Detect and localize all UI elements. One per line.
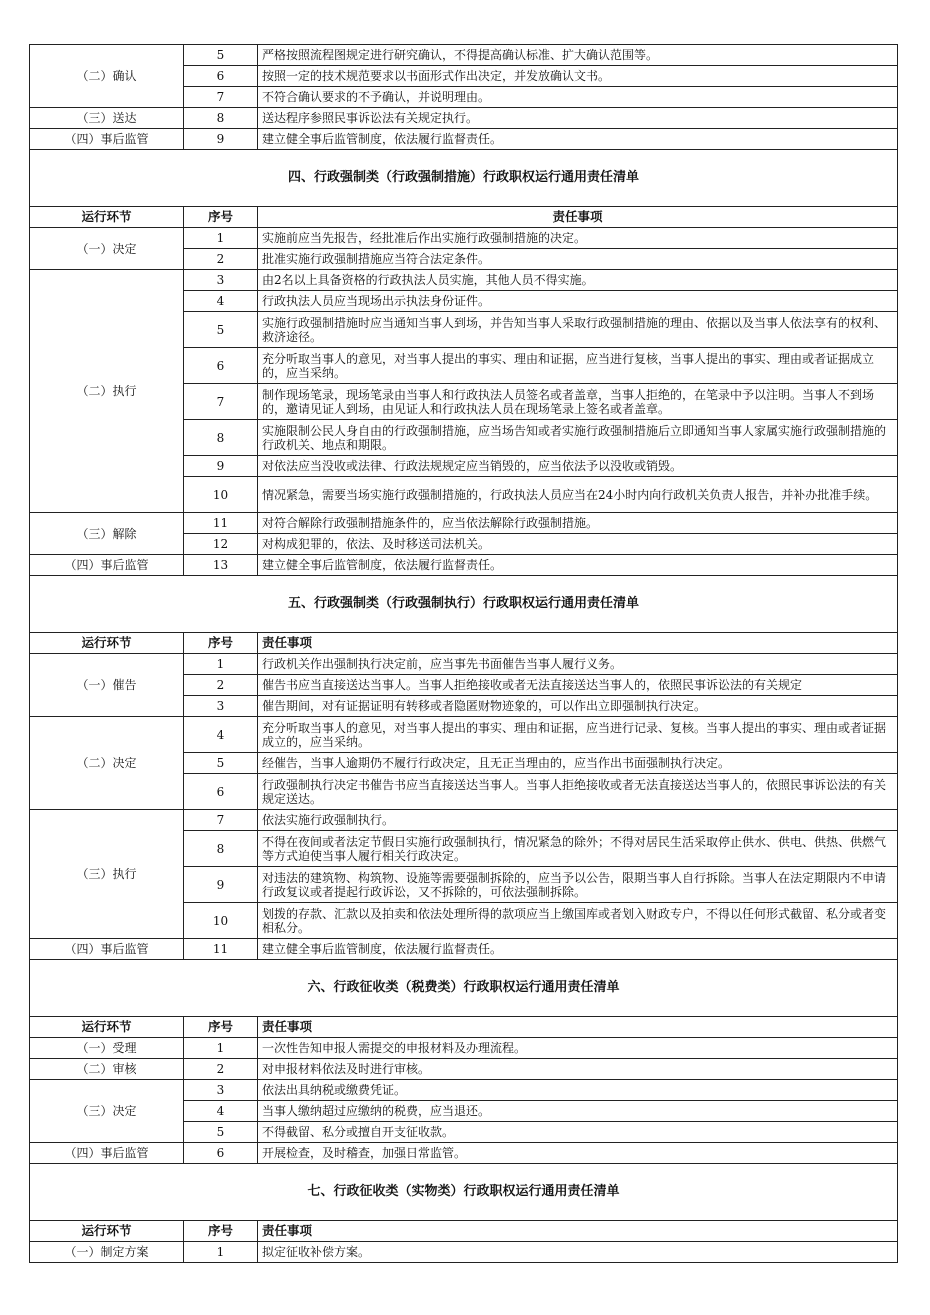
number-cell: 6 <box>184 348 258 384</box>
stage-cell: （一）催告 <box>30 654 184 717</box>
column-header-row <box>30 1017 898 1038</box>
duty-cell: 送达程序参照民事诉讼法有关规定执行。 <box>258 108 898 129</box>
section-title: 四、行政强制类（行政强制措施）行政职权运行通用责任清单 <box>30 150 898 207</box>
table-row <box>30 45 898 66</box>
duty-cell: 开展检查，及时稽查，加强日常监管。 <box>258 1143 898 1164</box>
duty-cell: 划拨的存款、汇款以及拍卖和依法处理所得的款项应当上缴国库或者划入财政专户，不得以任何形式截留、私分或者变相私分。 <box>258 903 898 939</box>
duty-cell: 实施限制公民人身自由的行政强制措施，应当场告知或者实施行政强制措施后立即通知当事人家属实施行政强制措施的行政机关、地点和期限。 <box>258 420 898 456</box>
section-title: 五、行政强制类（行政强制执行）行政职权运行通用责任清单 <box>30 576 898 633</box>
number-cell: 3 <box>184 696 258 717</box>
header-duty: 责任事项 <box>258 207 898 228</box>
duty-cell: 实施行政强制措施时应当通知当事人到场，并告知当事人采取行政强制措施的理由、依据以及当事人依法享有的权利、救济途径。 <box>258 312 898 348</box>
stage-cell: （一）受理 <box>30 1038 184 1059</box>
section-title-row <box>30 960 898 1017</box>
duty-cell: 行政执法人员应当现场出示执法身份证件。 <box>258 291 898 312</box>
number-cell: 13 <box>184 555 258 576</box>
duty-cell: 情况紧急，需要当场实施行政强制措施的，行政执法人员应当在24小时内向行政机关负责人报告，并补办批准手续。 <box>258 477 898 513</box>
number-cell: 9 <box>184 867 258 903</box>
duty-cell: 不得截留、私分或擅自开支征收款。 <box>258 1122 898 1143</box>
duty-cell: 由2名以上具备资格的行政执法人员实施，其他人员不得实施。 <box>258 270 898 291</box>
table-row <box>30 939 898 960</box>
table-row <box>30 1059 898 1080</box>
number-cell: 5 <box>184 45 258 66</box>
stage-cell: （三）执行 <box>30 810 184 939</box>
table-row <box>30 1080 898 1101</box>
number-cell: 8 <box>184 831 258 867</box>
table-row <box>30 1242 898 1263</box>
duty-cell: 建立健全事后监管制度，依法履行监督责任。 <box>258 129 898 150</box>
number-cell: 1 <box>184 654 258 675</box>
table-row <box>30 717 898 753</box>
number-cell: 12 <box>184 534 258 555</box>
header-number: 序号 <box>184 1017 258 1038</box>
duty-cell: 对符合解除行政强制措施条件的，应当依法解除行政强制措施。 <box>258 513 898 534</box>
stage-cell: （三）送达 <box>30 108 184 129</box>
duty-cell: 按照一定的技术规范要求以书面形式作出决定，并发放确认文书。 <box>258 66 898 87</box>
duty-cell: 不符合确认要求的不予确认，并说明理由。 <box>258 87 898 108</box>
stage-cell: （四）事后监管 <box>30 129 184 150</box>
duty-cell: 充分听取当事人的意见，对当事人提出的事实、理由和证据，应当进行记录、复核。当事人提出的事实、理由或者证据成立的，应当采纳。 <box>258 717 898 753</box>
number-cell: 7 <box>184 810 258 831</box>
section-title-row <box>30 576 898 633</box>
duty-cell: 对依法应当没收或法律、行政法规规定应当销毁的，应当依法予以没收或销毁。 <box>258 456 898 477</box>
table-row <box>30 1143 898 1164</box>
number-cell: 9 <box>184 456 258 477</box>
table-row <box>30 108 898 129</box>
section-title-row <box>30 150 898 207</box>
duty-cell: 对构成犯罪的，依法、及时移送司法机关。 <box>258 534 898 555</box>
table-row <box>30 1038 898 1059</box>
number-cell: 1 <box>184 1242 258 1263</box>
stage-cell: （三）解除 <box>30 513 184 555</box>
duty-cell: 一次性告知申报人需提交的申报材料及办理流程。 <box>258 1038 898 1059</box>
number-cell: 11 <box>184 513 258 534</box>
duty-cell: 不得在夜间或者法定节假日实施行政强制执行，情况紧急的除外；不得对居民生活采取停止供水、供电、供热、供燃气等方式迫使当事人履行相关行政决定。 <box>258 831 898 867</box>
stage-cell: （四）事后监管 <box>30 1143 184 1164</box>
header-duty: 责任事项 <box>258 1017 898 1038</box>
duty-cell: 对违法的建筑物、构筑物、设施等需要强制拆除的，应当予以公告，限期当事人自行拆除。当事人在法定期限内不申请行政复议或者提起行政诉讼，又不拆除的，可依法强制拆除。 <box>258 867 898 903</box>
number-cell: 9 <box>184 129 258 150</box>
duty-cell: 建立健全事后监管制度，依法履行监督责任。 <box>258 939 898 960</box>
number-cell: 5 <box>184 753 258 774</box>
number-cell: 11 <box>184 939 258 960</box>
duty-cell: 制作现场笔录，现场笔录由当事人和行政执法人员签名或者盖章，当事人拒绝的，在笔录中予以注明。当事人不到场的，邀请见证人到场，由见证人和行政执法人员在现场笔录上签名或者盖章。 <box>258 384 898 420</box>
number-cell: 4 <box>184 717 258 753</box>
header-number: 序号 <box>184 207 258 228</box>
duty-cell: 实施前应当先报告，经批准后作出实施行政强制措施的决定。 <box>258 228 898 249</box>
duty-cell: 催告书应当直接送达当事人。当事人拒绝接收或者无法直接送达当事人的，依照民事诉讼法的有关规定 <box>258 675 898 696</box>
stage-cell: （四）事后监管 <box>30 555 184 576</box>
number-cell: 1 <box>184 1038 258 1059</box>
table-row <box>30 810 898 831</box>
number-cell: 7 <box>184 87 258 108</box>
duty-cell: 对申报材料依法及时进行审核。 <box>258 1059 898 1080</box>
number-cell: 6 <box>184 774 258 810</box>
number-cell: 5 <box>184 1122 258 1143</box>
number-cell: 2 <box>184 675 258 696</box>
number-cell: 10 <box>184 477 258 513</box>
number-cell: 3 <box>184 270 258 291</box>
header-duty: 责任事项 <box>258 1221 898 1242</box>
table-row <box>30 555 898 576</box>
stage-cell: （二）决定 <box>30 717 184 810</box>
duty-cell: 依法出具纳税或缴费凭证。 <box>258 1080 898 1101</box>
number-cell: 4 <box>184 291 258 312</box>
number-cell: 6 <box>184 66 258 87</box>
duty-cell: 拟定征收补偿方案。 <box>258 1242 898 1263</box>
table-row <box>30 654 898 675</box>
section-title-row <box>30 1164 898 1221</box>
number-cell: 8 <box>184 108 258 129</box>
stage-cell: （二）执行 <box>30 270 184 513</box>
duty-cell: 催告期间，对有证据证明有转移或者隐匿财物迹象的，可以作出立即强制执行决定。 <box>258 696 898 717</box>
header-stage: 运行环节 <box>30 633 184 654</box>
column-header-row <box>30 633 898 654</box>
table-row <box>30 129 898 150</box>
duty-cell: 行政机关作出强制执行决定前，应当事先书面催告当事人履行义务。 <box>258 654 898 675</box>
number-cell: 2 <box>184 249 258 270</box>
column-header-row <box>30 1221 898 1242</box>
number-cell: 8 <box>184 420 258 456</box>
stage-cell: （四）事后监管 <box>30 939 184 960</box>
responsibility-list-table <box>29 44 898 1263</box>
number-cell: 6 <box>184 1143 258 1164</box>
number-cell: 5 <box>184 312 258 348</box>
number-cell: 3 <box>184 1080 258 1101</box>
number-cell: 7 <box>184 384 258 420</box>
section-title: 六、行政征收类（税费类）行政职权运行通用责任清单 <box>30 960 898 1017</box>
number-cell: 10 <box>184 903 258 939</box>
stage-cell: （三）决定 <box>30 1080 184 1143</box>
duty-cell: 经催告，当事人逾期仍不履行行政决定，且无正当理由的，应当作出书面强制执行决定。 <box>258 753 898 774</box>
column-header-row <box>30 207 898 228</box>
duty-cell: 建立健全事后监管制度，依法履行监督责任。 <box>258 555 898 576</box>
stage-cell: （一）决定 <box>30 228 184 270</box>
table-row <box>30 228 898 249</box>
number-cell: 1 <box>184 228 258 249</box>
duty-cell: 批准实施行政强制措施应当符合法定条件。 <box>258 249 898 270</box>
table-row <box>30 270 898 291</box>
table-body <box>30 45 898 1263</box>
number-cell: 4 <box>184 1101 258 1122</box>
number-cell: 2 <box>184 1059 258 1080</box>
stage-cell: （二）确认 <box>30 45 184 108</box>
header-stage: 运行环节 <box>30 207 184 228</box>
header-duty: 责任事项 <box>258 633 898 654</box>
duty-cell: 依法实施行政强制执行。 <box>258 810 898 831</box>
duty-cell: 当事人缴纳超过应缴纳的税费，应当退还。 <box>258 1101 898 1122</box>
duty-cell: 充分听取当事人的意见，对当事人提出的事实、理由和证据，应当进行复核，当事人提出的事实、理由或者证据成立的，应当采纳。 <box>258 348 898 384</box>
header-stage: 运行环节 <box>30 1017 184 1038</box>
duty-cell: 严格按照流程图规定进行研究确认，不得提高确认标准、扩大确认范围等。 <box>258 45 898 66</box>
header-number: 序号 <box>184 633 258 654</box>
duty-cell: 行政强制执行决定书催告书应当直接送达当事人。当事人拒绝接收或者无法直接送达当事人的，依照民事诉讼法的有关规定送达。 <box>258 774 898 810</box>
stage-cell: （一）制定方案 <box>30 1242 184 1263</box>
header-stage: 运行环节 <box>30 1221 184 1242</box>
section-title: 七、行政征收类（实物类）行政职权运行通用责任清单 <box>30 1164 898 1221</box>
table-row <box>30 513 898 534</box>
stage-cell: （二）审核 <box>30 1059 184 1080</box>
header-number: 序号 <box>184 1221 258 1242</box>
